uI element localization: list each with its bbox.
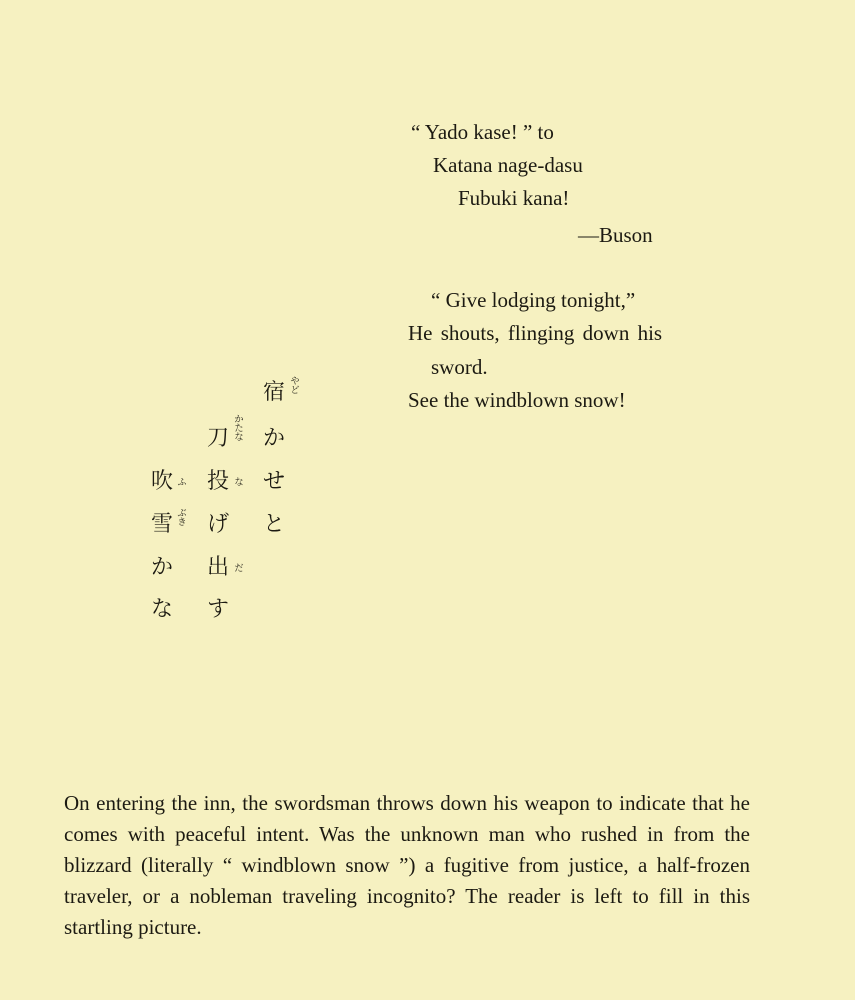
furigana: かたな: [234, 415, 244, 443]
kana-char: と: [263, 512, 286, 537]
furigana: ぶき: [177, 509, 187, 528]
translation-line-3: sword.: [431, 355, 488, 379]
kanji-char: 投: [207, 469, 230, 494]
translation-line-2: He shouts, flinging down his: [408, 321, 663, 345]
kana-char: か: [263, 426, 286, 451]
kanji-char: 吹: [151, 469, 174, 494]
kana-char: す: [207, 597, 230, 622]
furigana: な: [234, 478, 244, 488]
kana-char: せ: [263, 469, 286, 494]
furigana: やど: [290, 377, 300, 396]
kana-char: か: [151, 555, 174, 580]
kana-char: な: [151, 597, 174, 622]
furigana: だ: [234, 564, 244, 574]
haiku-author: —Buson: [578, 223, 653, 247]
romaji-line-1: “ Yado kase! ” to: [411, 120, 554, 144]
kanji-char: 刀: [207, 426, 230, 451]
commentary-paragraph: On entering the inn, the swordsman throws down his weapon to indicate that he comes with peaceful intent. Was the unknown man who rushed in from the blizzard (literally “ windblown snow ”) a fugitive from justice, a half-frozen traveler, or a nobleman traveling incognito? The reader is left to fill in this startling picture.: [64, 791, 750, 939]
romaji-line-2: Katana nage-dasu: [433, 153, 583, 177]
kanji-char: 出: [207, 555, 230, 580]
translation-line-1: “ Give lodging tonight,”: [431, 288, 636, 312]
furigana: ふ: [177, 478, 187, 488]
translation-line-4: See the windblown snow!: [408, 388, 626, 412]
romaji-line-3: Fubuki kana!: [458, 186, 570, 210]
kanji-char: 宿: [263, 380, 286, 405]
kana-char: げ: [207, 512, 230, 537]
kanji-char: 雪: [151, 512, 174, 537]
